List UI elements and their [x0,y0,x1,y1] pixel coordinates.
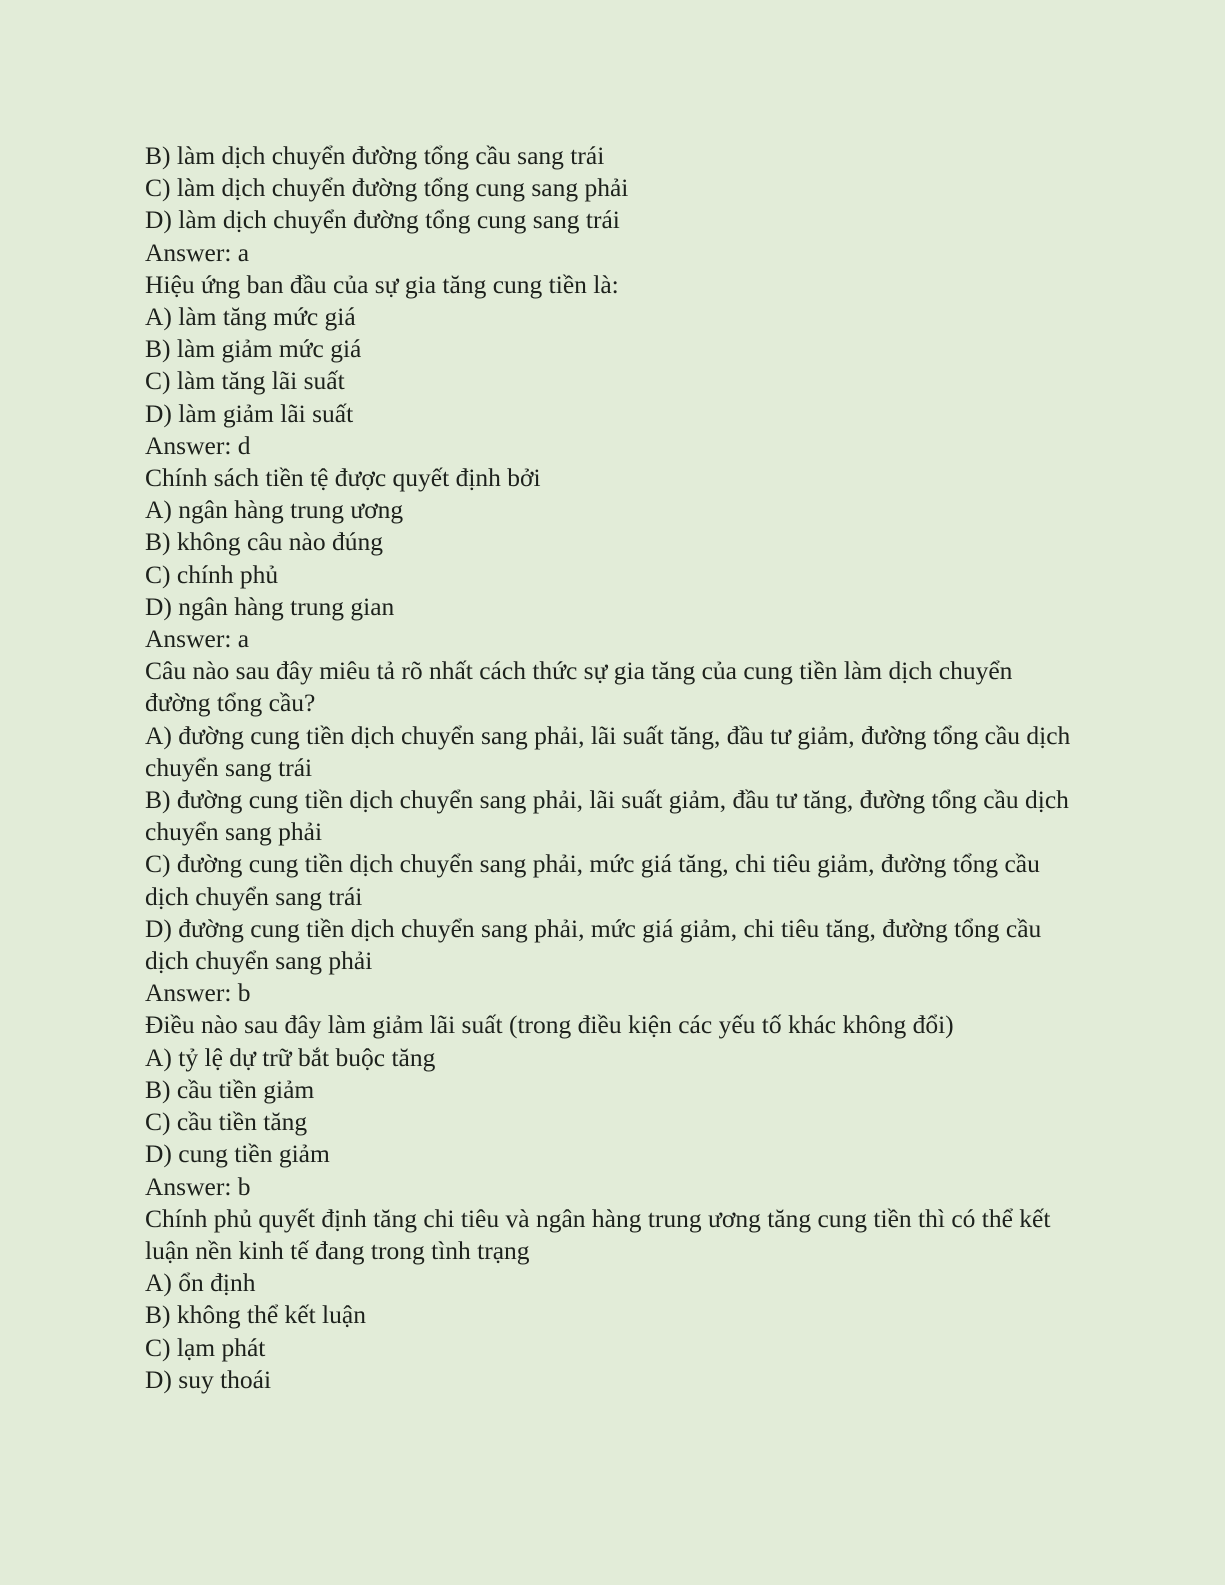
answer-line: Answer: b [145,1171,251,1201]
text-line: B) không thể kết luận [145,1300,366,1330]
text-line: A) làm tăng mức giá [145,302,356,332]
document-text-body [145,140,1075,1396]
text-line: D) suy thoái [145,1364,272,1394]
text-line: D) ngân hàng trung gian [145,591,395,621]
text-line: C) lạm phát [145,1332,266,1362]
text-line: C) chính phủ [145,559,279,589]
text-line: B) không câu nào đúng [145,527,383,557]
text-line: C) làm dịch chuyển đường tổng cung sang phải [145,173,629,203]
text-line: A) ổn định [145,1268,256,1298]
text-line: D) cung tiền giảm [145,1139,330,1169]
question-line: Chính phủ quyết định tăng chi tiêu và ngân hàng trung ương tăng cung tiền thì có thể kết luận nền kinh tế đang trong tình trạng [145,1203,1051,1265]
text-line: B) đường cung tiền dịch chuyển sang phải, lãi suất giảm, đầu tư tăng, đường tổng cầu dịch chuyển sang phải [145,785,1069,847]
answer-line: Answer: d [145,430,251,460]
text-line: A) đường cung tiền dịch chuyển sang phải, lãi suất tăng, đầu tư giảm, đường tổng cầu dịch chuyển sang trái [145,720,1071,782]
answer-line: Answer: a [145,237,250,267]
text-line: B) làm dịch chuyển đường tổng cầu sang trái [145,141,605,170]
text-line: C) đường cung tiền dịch chuyển sang phải, mức giá tăng, chi tiêu giảm, đường tổng cầu dịch chuyển sang trái [145,849,1040,911]
answer-line: Answer: b [145,978,251,1008]
text-line: C) làm tăng lãi suất [145,366,345,396]
question-line: Điều nào sau đây làm giảm lãi suất (trong điều kiện các yếu tố khác không đổi) [145,1010,954,1040]
question-line: Câu nào sau đây miêu tả rõ nhất cách thức sự gia tăng của cung tiền làm dịch chuyển đường tổng cầu? [145,656,1013,718]
text-line: C) cầu tiền tăng [145,1107,308,1137]
text-line: B) cầu tiền giảm [145,1074,315,1104]
answer-line: Answer: a [145,624,250,654]
question-line: Chính sách tiền tệ được quyết định bởi [145,463,541,493]
question-line: Hiệu ứng ban đầu của sự gia tăng cung tiền là: [145,269,619,299]
text-line: B) làm giảm mức giá [145,334,362,364]
text-line: D) đường cung tiền dịch chuyển sang phải, mức giá giảm, chi tiêu tăng, đường tổng cầu dịch chuyển sang phải [145,913,1042,976]
text-line: D) làm giảm lãi suất [145,398,354,428]
text-line: A) ngân hàng trung ương [145,495,404,525]
text-line: A) tỷ lệ dự trữ bắt buộc tăng [145,1042,436,1072]
text-line: D) làm dịch chuyển đường tổng cung sang trái [145,205,620,235]
